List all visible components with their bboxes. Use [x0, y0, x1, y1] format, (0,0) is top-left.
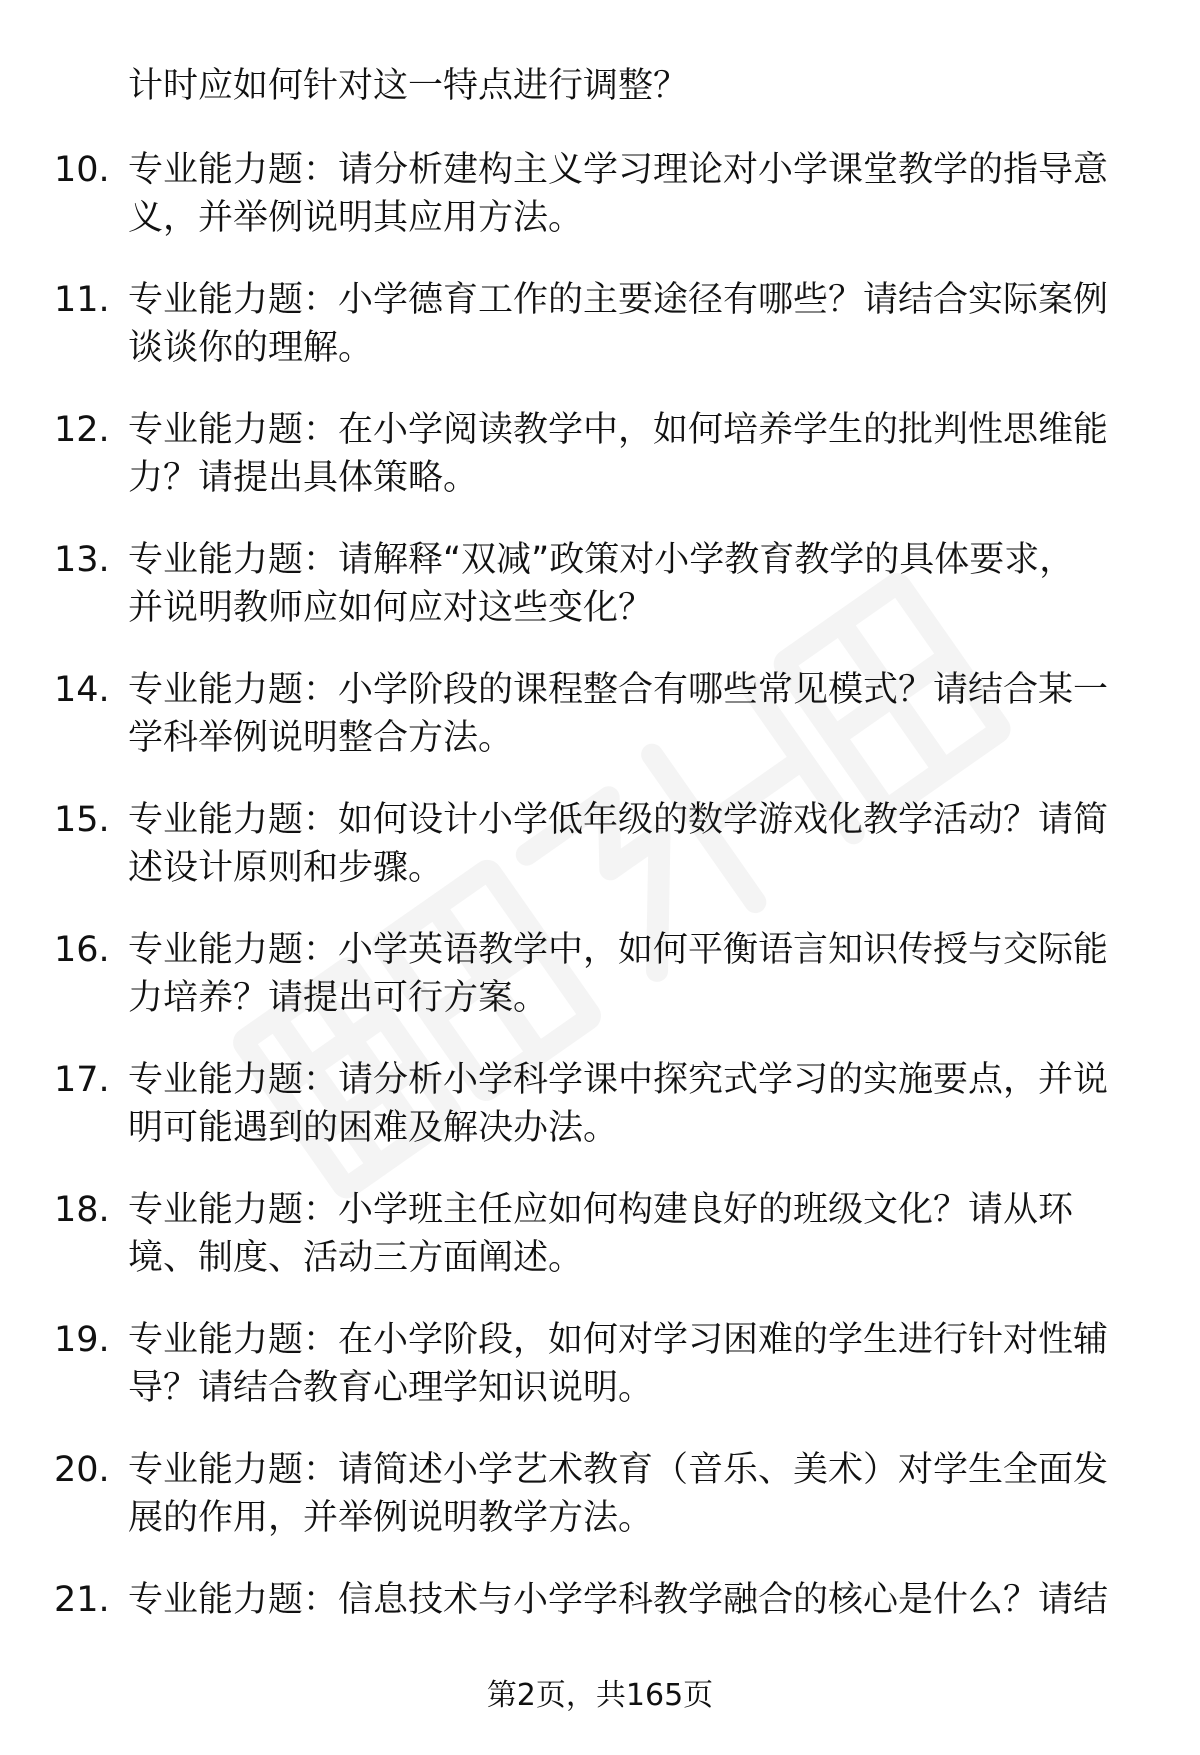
question-number: 18. [54, 1190, 110, 1230]
question-line: 专业能力题：请简述小学艺术教育（音乐、美术）对学生全面发 [128, 1450, 1109, 1490]
list-item [0, 146, 1200, 276]
question-number: 10. [54, 150, 110, 190]
question-text [128, 536, 1143, 632]
question-text [128, 1056, 1143, 1152]
question-line: 力培养？请提出可行方案。 [128, 978, 549, 1018]
question-text [128, 146, 1143, 242]
question-line: 谈谈你的理解。 [128, 328, 374, 368]
page-footer [0, 1676, 1200, 1716]
question-line: 述设计原则和步骤。 [128, 848, 444, 888]
question-line: 展的作用，并举例说明教学方法。 [128, 1498, 654, 1538]
list-item [0, 276, 1200, 406]
question-text [128, 666, 1143, 762]
question-text [128, 1446, 1143, 1542]
question-number: 20. [54, 1450, 110, 1490]
list-item [0, 1316, 1200, 1446]
question-number: 13. [54, 540, 110, 580]
page-number-label: 第2页，共165页 [486, 1678, 714, 1713]
question-line: 明可能遇到的困难及解决办法。 [128, 1108, 619, 1148]
list-item [0, 1186, 1200, 1316]
question-line: 导？请结合教育心理学知识说明。 [128, 1368, 654, 1408]
question-text [128, 276, 1143, 372]
question-text [128, 1316, 1143, 1412]
question-number: 17. [54, 1060, 110, 1100]
question-line: 专业能力题：请分析小学科学课中探究式学习的实施要点，并说 [128, 1060, 1109, 1100]
question-line: 学科举例说明整合方法。 [128, 718, 514, 758]
question-text [128, 1186, 1143, 1282]
question-line: 义，并举例说明其应用方法。 [128, 198, 584, 238]
continuation-line: 计时应如何针对这一特点进行调整？ [128, 66, 689, 106]
question-line: 专业能力题：小学英语教学中，如何平衡语言知识传授与交际能 [128, 930, 1109, 970]
question-line: 境、制度、活动三方面阐述。 [128, 1238, 584, 1278]
question-number: 12. [54, 410, 110, 450]
list-item [0, 406, 1200, 536]
question-text [128, 1576, 1143, 1624]
list-item [0, 1446, 1200, 1576]
question-line: 专业能力题：在小学阶段，如何对学习困难的学生进行针对性辅 [128, 1320, 1109, 1360]
question-number: 19. [54, 1320, 110, 1360]
question-line: 专业能力题：小学德育工作的主要途径有哪些？请结合实际案例 [128, 280, 1109, 320]
list-item [0, 536, 1200, 666]
question-line: 专业能力题：如何设计小学低年级的数学游戏化教学活动？请简 [128, 800, 1109, 840]
question-text [128, 406, 1143, 502]
question-text [128, 926, 1143, 1022]
question-number: 16. [54, 930, 110, 970]
list-item [0, 666, 1200, 796]
question-line: 力？请提出具体策略。 [128, 458, 479, 498]
question-line: 并说明教师应如何应对这些变化？ [128, 588, 654, 628]
question-line: 专业能力题：请解释“双减”政策对小学教育教学的具体要求， [128, 540, 1075, 580]
question-number: 15. [54, 800, 110, 840]
question-number: 11. [54, 280, 110, 320]
question-line: 专业能力题：小学阶段的课程整合有哪些常见模式？请结合某一 [128, 670, 1109, 710]
list-item [0, 1056, 1200, 1186]
question-line: 专业能力题：信息技术与小学学科教学融合的核心是什么？请结 [128, 1580, 1109, 1620]
question-line: 专业能力题：小学班主任应如何构建良好的班级文化？请从环 [128, 1190, 1074, 1230]
question-text [128, 796, 1143, 892]
question-line: 专业能力题：请分析建构主义学习理论对小学课堂教学的指导意 [128, 150, 1109, 190]
list-item [0, 796, 1200, 926]
question-number: 21. [54, 1580, 110, 1620]
question-list [0, 146, 1200, 1706]
question-number: 14. [54, 670, 110, 710]
list-item [0, 926, 1200, 1056]
question-line: 专业能力题：在小学阅读教学中，如何培养学生的批判性思维能 [128, 410, 1109, 450]
